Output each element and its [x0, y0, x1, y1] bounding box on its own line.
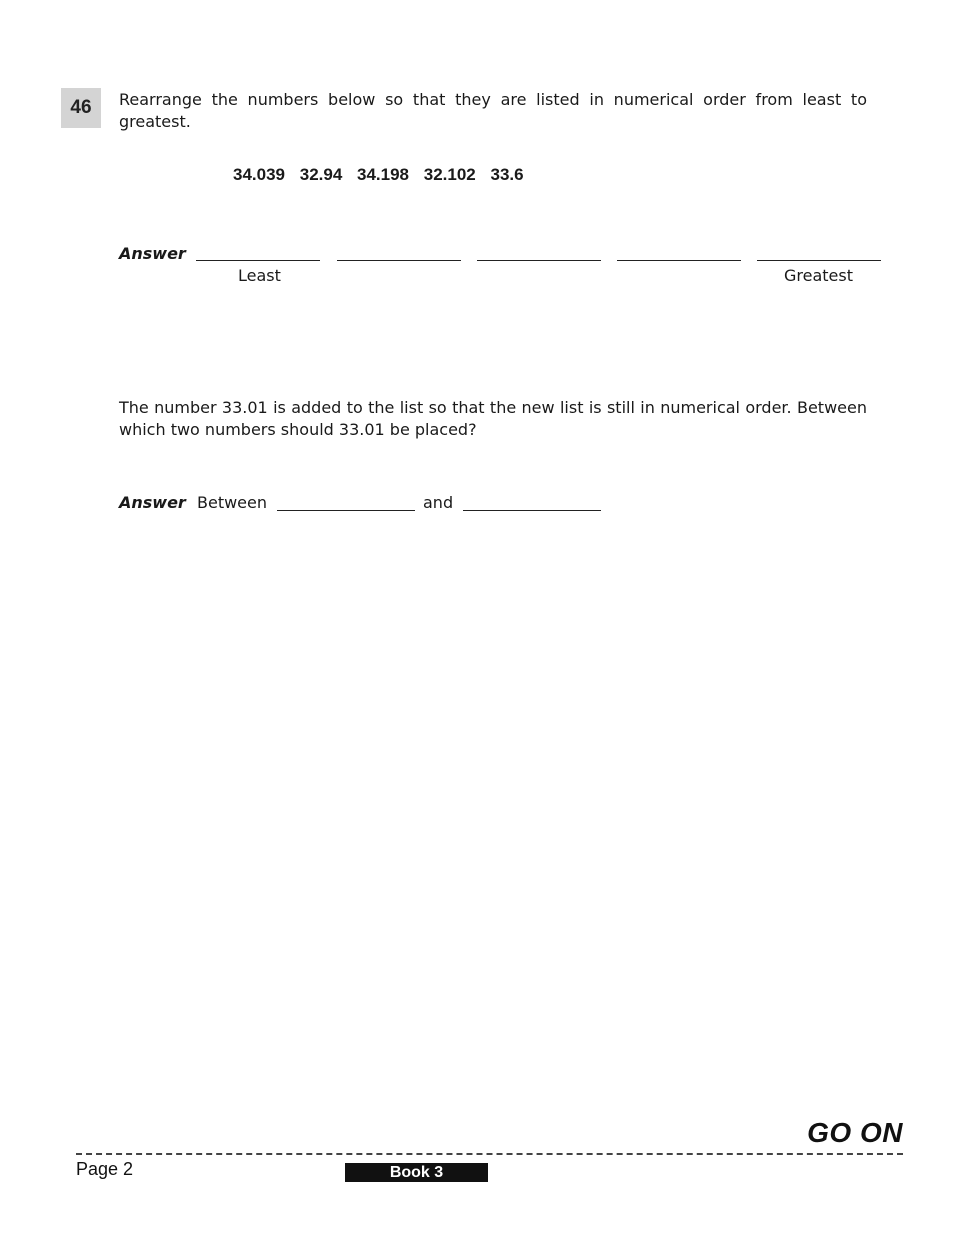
go-on-label: GO ON	[807, 1117, 903, 1148]
between-label: Between	[197, 493, 268, 512]
between-blank-2[interactable]	[463, 510, 601, 511]
answer-blank-1[interactable]	[196, 260, 320, 261]
answer-blank-4[interactable]	[617, 260, 741, 261]
answer-blank-3[interactable]	[477, 260, 601, 261]
question-prompt: Rearrange the numbers below so that they are listed in numerical order from least to greatest.	[119, 90, 867, 131]
answer-label-2: Answer	[119, 493, 186, 512]
answer-blank-5[interactable]	[757, 260, 881, 261]
number-item: 34.198	[357, 165, 410, 184]
least-label: Least	[238, 266, 281, 285]
question-number: 46	[61, 88, 101, 128]
book-label: Book 3	[345, 1163, 488, 1182]
number-item: 32.102	[423, 165, 476, 184]
greatest-label: Greatest	[784, 266, 853, 285]
number-item: 34.039	[233, 165, 285, 184]
page-number: Page 2	[76, 1159, 134, 1179]
number-list	[233, 165, 534, 185]
followup-prompt: The number 33.01 is added to the list so that the new list is still in numerical order. Between which two numbers should 33.01 be placed?	[119, 398, 867, 439]
number-item: 32.94	[299, 165, 343, 184]
and-label: and	[423, 493, 454, 512]
between-blank-1[interactable]	[277, 510, 415, 511]
footer-divider	[76, 1153, 903, 1155]
answer-label: Answer	[119, 244, 186, 263]
number-item: 33.6	[490, 165, 524, 184]
answer-blank-2[interactable]	[337, 260, 461, 261]
